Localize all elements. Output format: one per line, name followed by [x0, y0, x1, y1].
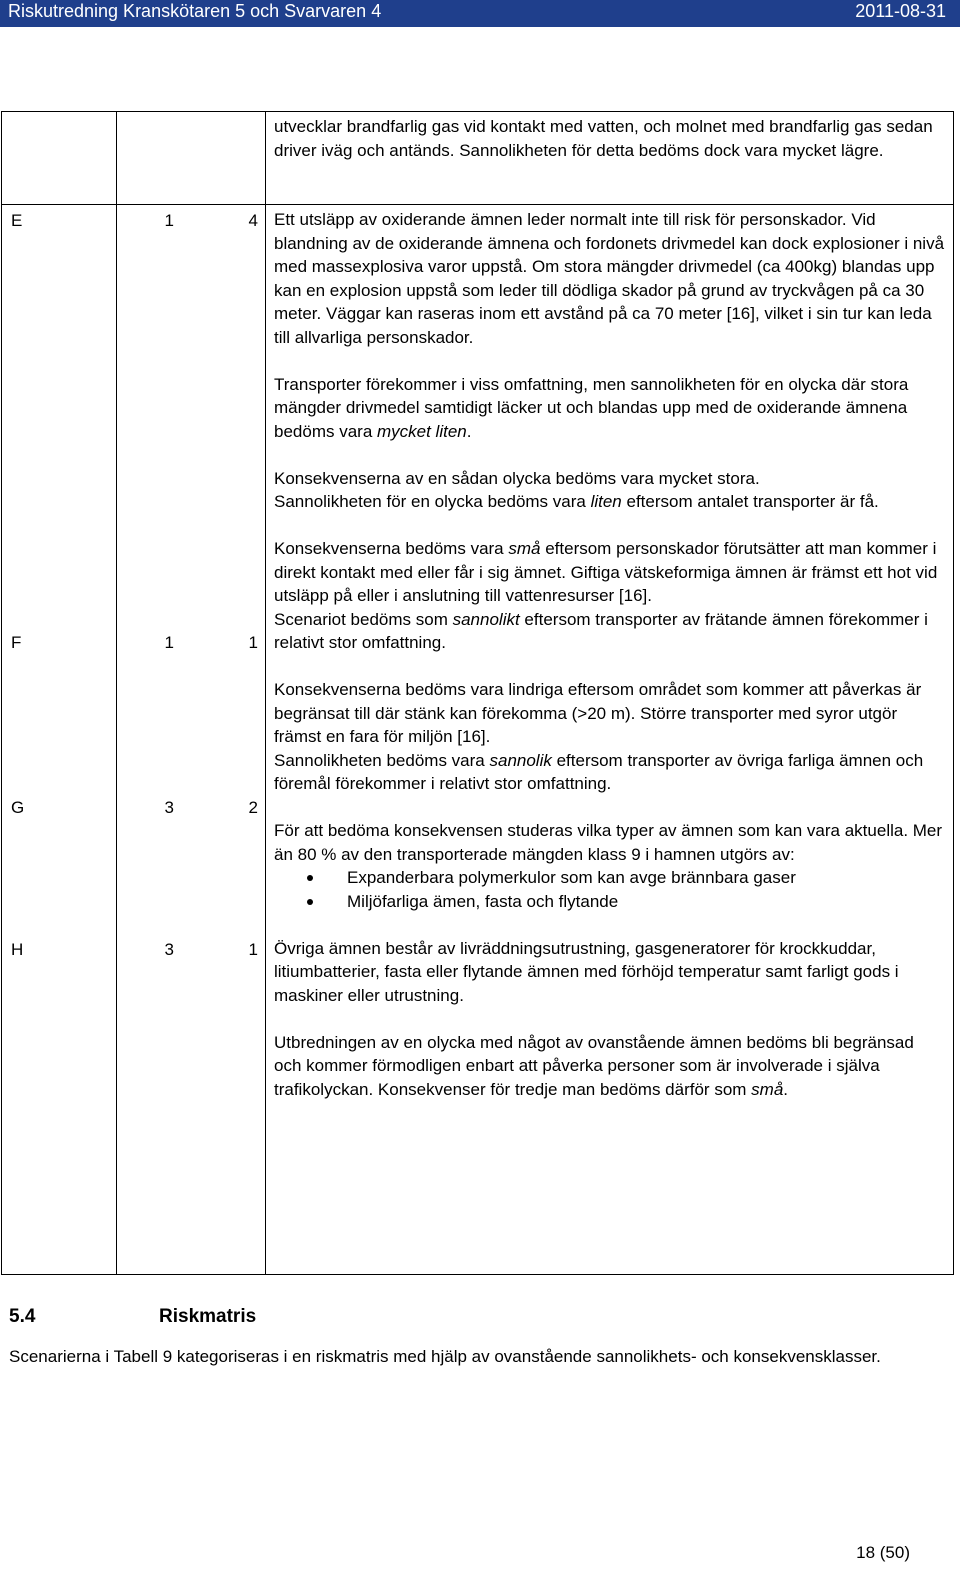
scenario-h-consequence: Utbredningen av en olycka med något av ovanstående ämnen bedöms bli begränsad och kommer förmodligen enbart att påverka personer som är involverade i själva trafikolyckan. Konsekvenser för tredje man bedöms därför som små. [274, 1032, 914, 1099]
scenario-g-consequence: Konsekvenserna bedöms vara lindriga eftersom området som kommer att påverkas är begränsat till där stänk kan förekomma (>20 m). Större transporter med syror utgör främst en fara för miljön [16]. [274, 680, 922, 746]
table-row-continuation [2, 112, 954, 205]
probability-class-g: 3 [164, 798, 174, 817]
scenario-g-probability: Scenariot bedöms som sannolikt eftersom transporter av frätande ämnen förekommer i relativt stor omfattning. [274, 609, 928, 652]
scenario-id-cell [2, 205, 117, 1275]
scenario-id-g: G [11, 798, 25, 817]
scenario-id-e: E [11, 211, 23, 230]
table-row-scenarios [2, 205, 954, 1275]
document-title: Riskutredning Kranskötaren 5 och Svarvaren 4 [8, 1, 382, 21]
probability-class-h: 3 [164, 940, 174, 959]
scenario-e-description: Ett utsläpp av oxiderande ämnen leder normalt inte till risk för personskador. Vid blandning av de oxiderande ämnena och fordonets drivmedel kan dock explosioner i nivå med massexplosiva varor uppstå. Om stora mängder drivmedel (ca 400kg) blandas upp kan en explosion uppstå som leder till dödliga skador på grund av tryckvågen på ca 30 meter. Väggar kan raseras inom ett avstånd på ca 70 meter [16], vilket i sin tur kan leda till allvarliga personskador. [274, 210, 945, 347]
list-item: Expanderbara polymerkulor som kan avge brännbara gaser [347, 866, 945, 890]
scenario-table [1, 111, 954, 1275]
probability-class-f: 1 [164, 633, 174, 652]
section-heading [9, 1306, 256, 1328]
scenario-f-probability: Sannolikheten för en olycka bedöms vara liten eftersom antalet transporter är få. [274, 492, 879, 511]
scenario-e-probability: Transporter förekommer i viss omfattning, men sannolikheten för en olycka där stora mängder drivmedel samtidigt läcker ut och blandas upp med de oxiderande ämnena bedöms vara mycket liten. [274, 374, 909, 441]
consequence-class-h: 1 [248, 940, 258, 959]
section-number: 5.4 [9, 1306, 36, 1327]
page-number: 18 (50) [856, 1543, 910, 1562]
scenario-e-consequence: Konsekvenserna av en sådan olycka bedöms vara mycket stora. [274, 468, 760, 488]
scenario-id-f: F [11, 633, 22, 652]
continuation-text: utvecklar brandfarlig gas vid kontakt med vatten, och molnet med brandfarlig gas sedan driver iväg och antänds. Sannolikheten för detta bedöms dock vara mycket lägre. [274, 117, 933, 160]
page-header [0, 0, 960, 27]
scenario-f-consequence: Konsekvenserna bedöms vara små eftersom personskador förutsätter att man kommer i direkt kontakt med eller får i sig ämnet. Giftiga vätskeformiga ämnen är främst ett hot vid utsläpp på eller i anslutning till vattenresurser [16]. [274, 539, 938, 605]
id-cell [2, 112, 117, 205]
document-date: 2011-08-31 [855, 1, 946, 21]
class-cell [117, 112, 266, 205]
scenario-h-other-substances: Övriga ämnen består av livräddningsutrustning, gasgeneratorer för krockkuddar, litiumbatterier, fasta eller flytande ämnen med förhöjd temperatur samt farligt gods i maskiner eller utrustning. [274, 938, 899, 1005]
scenario-id-h: H [11, 940, 24, 959]
consequence-class-g: 2 [248, 798, 258, 817]
substance-list [274, 866, 945, 913]
consequence-class-f: 1 [248, 633, 258, 652]
scenario-h-probability: Sannolikheten bedöms vara sannolik eftersom transporter av övriga farliga ämnen och föremål förekommer i relativt stor omfattning. [274, 750, 924, 793]
section-title: Riskmatris [159, 1306, 257, 1327]
list-item: Miljöfarliga ämen, fasta och flytande [347, 890, 945, 914]
section-intro: Scenarierna i Tabell 9 kategoriseras i en riskmatris med hjälp av ovanstående sannolikhets- och konsekvensklasser. [9, 1347, 881, 1366]
scenario-h-substances-intro: För att bedöma konsekvensen studeras vilka typer av ämnen som kan vara aktuella. Mer än 80 % av den transporterade mängden klass 9 i hamnen utgörs av: [274, 821, 943, 864]
probability-class-e: 1 [164, 211, 174, 230]
description-cell [266, 112, 954, 205]
scenario-class-cell [117, 205, 266, 1275]
consequence-class-e: 4 [248, 211, 258, 230]
scenario-description-cell [266, 205, 954, 1275]
